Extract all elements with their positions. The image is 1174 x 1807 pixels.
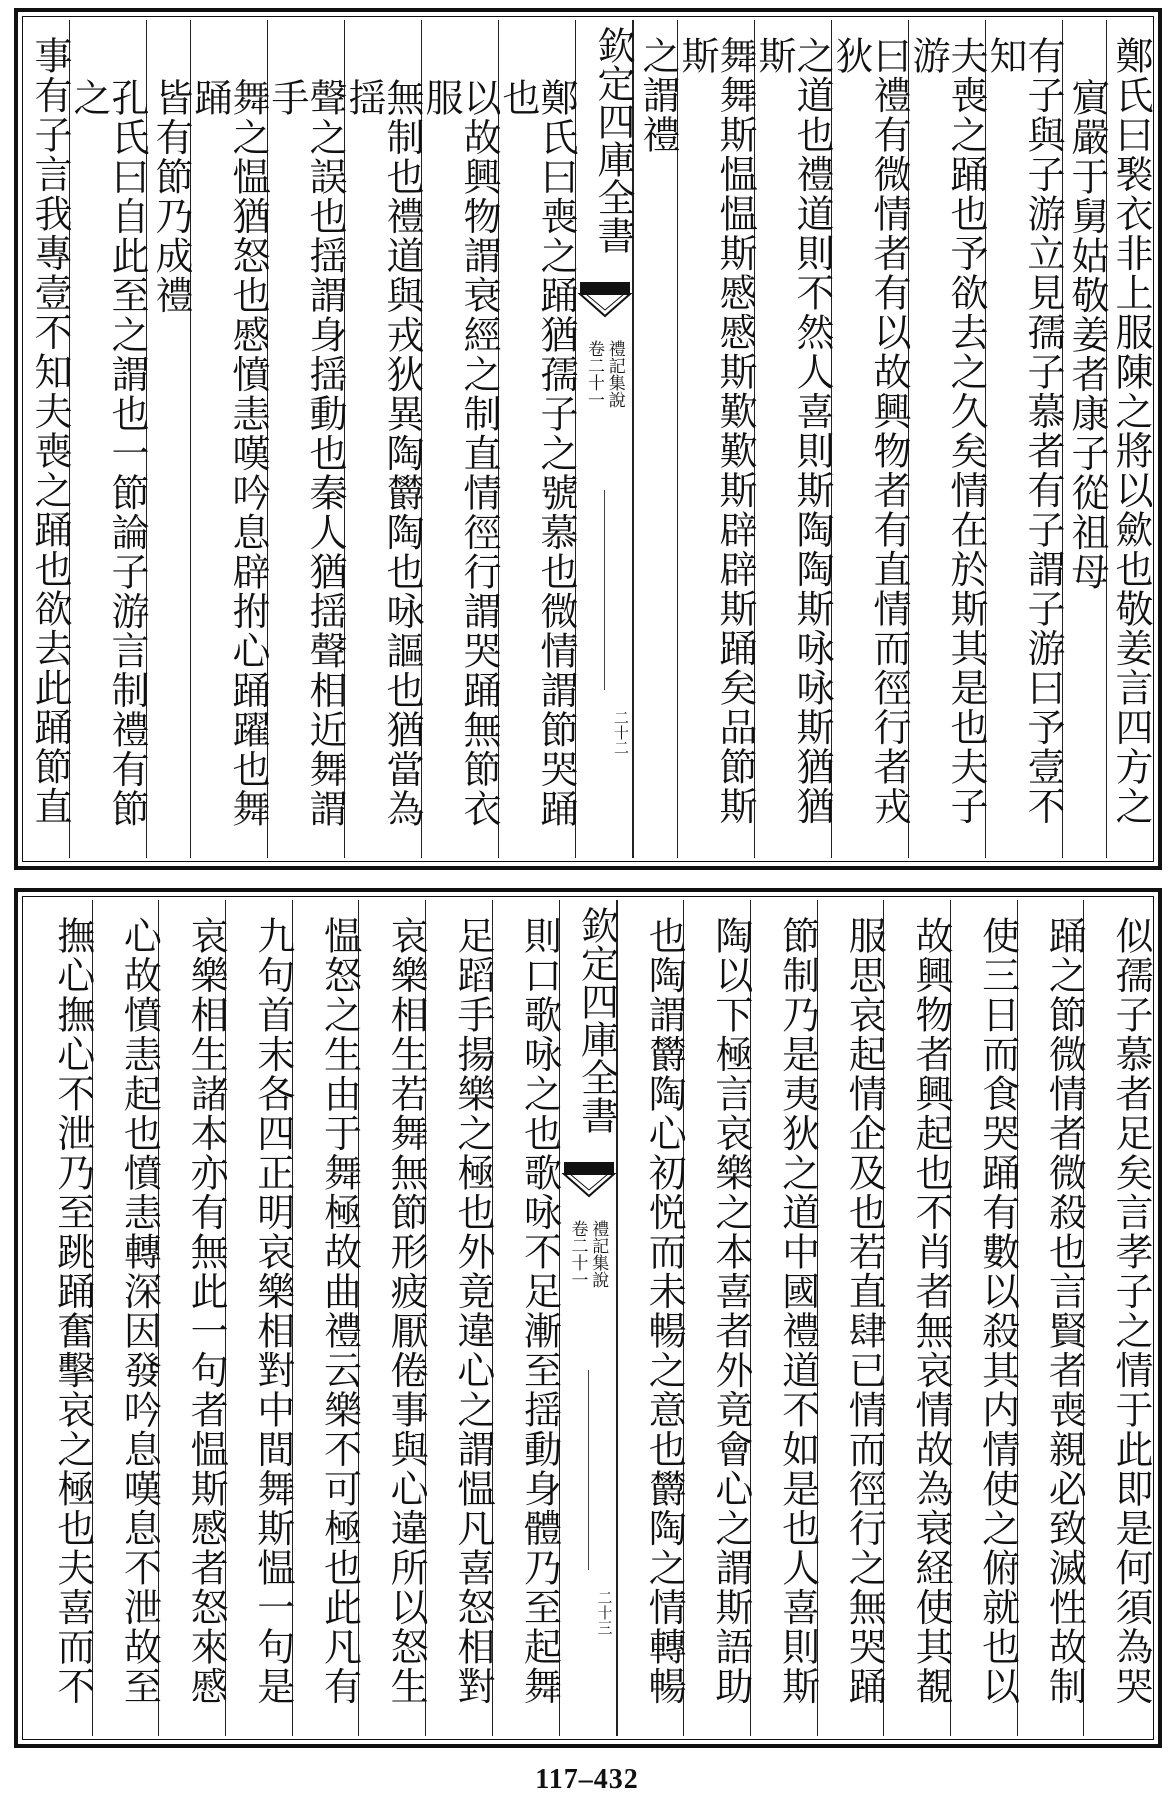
text-column: 故興物者興起也不肖者無哀情故為衰経使其覩 xyxy=(883,900,950,1736)
text-column: 賔嚴于舅姑敬姜者康子從祖母 xyxy=(1062,20,1106,858)
banner-subtitle xyxy=(576,340,632,480)
text-column: 則口歌咏之也歌咏不足漸至揺動身體乃至起舞 xyxy=(492,900,559,1736)
text-column: 曰禮有微情者有以故興物者有直情而徑行者戎狄 xyxy=(831,20,908,858)
text-column: 鄭氏曰褧衣非上服陳之將以歛也敬姜言四方之 xyxy=(1106,20,1150,858)
banner-subtitle xyxy=(560,1220,616,1360)
text-column: 足蹈手揚樂之極也外竟違心之謂愠凡喜怒相對 xyxy=(425,900,492,1736)
text-column: 鄭氏曰喪之踊猶孺子之號慕也微情謂節哭踊也 xyxy=(498,20,575,858)
bottom-page xyxy=(14,888,1162,1748)
book-title: 禮記集說 xyxy=(588,1220,609,1288)
text-column: 踊之節微情者微殺也言賢者喪親必致滅性故制 xyxy=(1017,900,1084,1736)
text-column: 節制乃是夷狄之道中國禮道不如是也人喜則斯 xyxy=(750,900,817,1736)
text-column: 舞之愠猶怒也慼憤恚嘆吟息辟拊心踊躍也舞踊 xyxy=(190,20,267,858)
text-column: 似孺子慕者足矣言孝子之情于此即是何須為哭 xyxy=(1083,900,1150,1736)
text-column: 心故憤恚起也憤恚轉深因發吟息嘆息不泄故至 xyxy=(92,900,159,1736)
text-column: 之謂禮 xyxy=(633,20,677,858)
banner-rule xyxy=(604,490,605,690)
text-column: 有子與子游立見孺子慕者有子謂子游曰予壹不知 xyxy=(985,20,1062,858)
fish-tail-ornament-icon xyxy=(564,1162,614,1198)
text-column: 夫喪之踊也予欲去之久矣情在於斯其是也夫子游 xyxy=(908,20,985,858)
text-column: 也陶謂欝陶心初悦而未暢之意也欝陶之情轉暢 xyxy=(617,900,684,1736)
text-column: 無制也禮道與戎狄異陶欝陶也咏謳也猶當為揺 xyxy=(344,20,421,858)
text-column: 之道也禮道則不然人喜則斯陶陶斯咏咏斯猶猶斯 xyxy=(754,20,831,858)
text-column: 皆有節乃成禮 xyxy=(146,20,190,858)
banner-rule xyxy=(588,1370,589,1570)
page-number: 二十三 xyxy=(595,1590,614,1635)
text-column: 哀樂相生若舞無節形疲厭倦事與心違所以怒生 xyxy=(358,900,425,1736)
text-column: 陶以下極言哀樂之本喜者外竟會心之謂斯語助 xyxy=(683,900,750,1736)
center-banner xyxy=(559,900,617,1736)
fish-tail-ornament-icon xyxy=(580,282,630,318)
text-column: 以故興物謂衰經之制直情徑行謂哭踊無節衣服 xyxy=(421,20,498,858)
text-column: 孔氏曰自此至之謂也一節論子游言制禮有節之 xyxy=(69,20,146,858)
text-column: 服思哀起情企及也若直肆已情而徑行之無哭踊 xyxy=(817,900,884,1736)
page-reference: 117–432 xyxy=(535,1764,639,1795)
text-column: 撫心撫心不泄乃至跳踊奮擊哀之極也夫喜而不 xyxy=(50,916,95,1706)
top-page xyxy=(14,8,1162,870)
text-column: 使三日而食哭踊有數以殺其内情使之俯就也以 xyxy=(950,900,1017,1736)
volume-label: 卷二十一 xyxy=(584,340,604,408)
text-column: 事有子言我專壹不知夫喪之踊也欲去此踊節直 xyxy=(28,36,72,826)
collection-title: 欽定四庫全書 xyxy=(574,906,619,1134)
book-title: 禮記集說 xyxy=(604,340,625,408)
text-column: 哀樂相生諸本亦有無此一句者愠斯慼者怒來慼 xyxy=(158,900,225,1736)
text-column: 九句首末各四正明哀樂相對中間舞斯愠一句是 xyxy=(225,900,292,1736)
text-column: 愠怒之生由于舞極故曲禮云樂不可極也此凡有 xyxy=(292,900,359,1736)
collection-title: 欽定四庫全書 xyxy=(591,26,635,254)
text-column: 聲之誤也揺謂身揺動也秦人猶揺聲相近舞謂手 xyxy=(267,20,344,858)
text-column: 舞舞斯愠愠斯慼慼斯歎歎斯辟辟斯踊矣品節斯斯 xyxy=(677,20,754,858)
center-banner xyxy=(575,20,633,858)
bottom-page-columns xyxy=(26,900,1153,1736)
volume-label: 卷二十一 xyxy=(567,1220,588,1288)
page-number: 二十二 xyxy=(612,710,630,755)
top-page-columns xyxy=(26,20,1153,858)
